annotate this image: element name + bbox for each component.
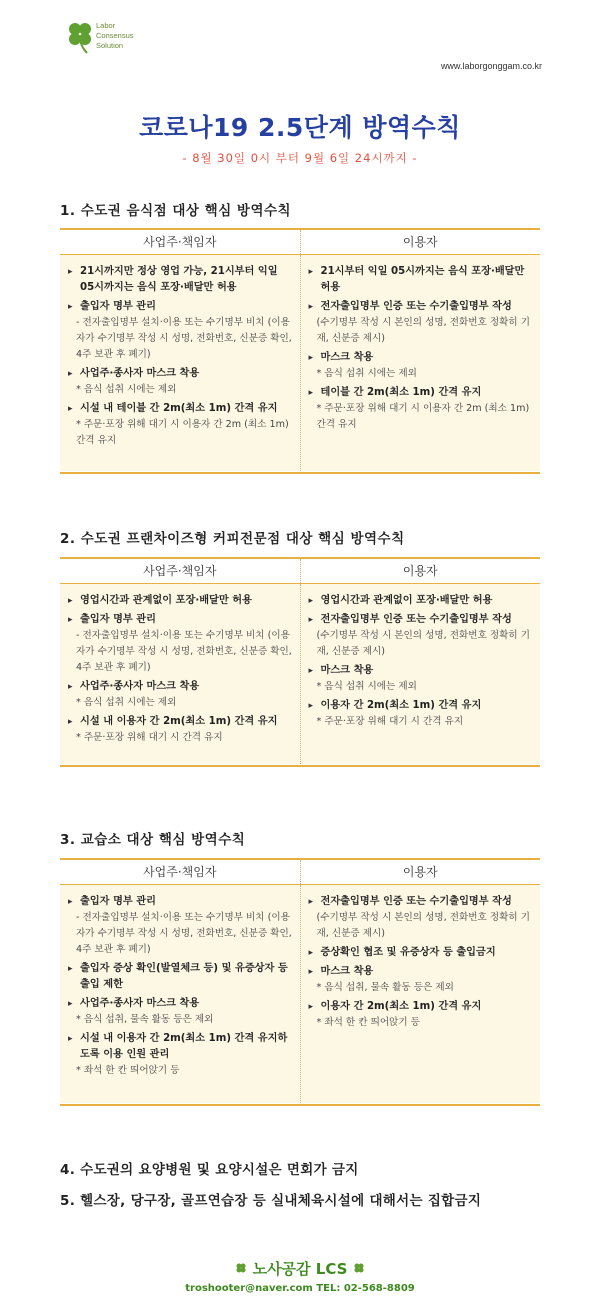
list-item: ▸ 21시까지만 정상 영업 가능, 21시부터 익일 05시까지는 음식 포장·배달만 허용: [68, 264, 294, 296]
list-item: ▸ 출입자 증상 확인(발열체크 등) 및 유증상자 등 출입 제한: [68, 961, 294, 993]
section-1-heading: 1. 수도권 음식점 대상 핵심 방역수칙: [60, 203, 292, 219]
page-title: 코로나19 2.5단계 방역수칙: [139, 113, 461, 142]
logo-line-1: Labor: [96, 21, 116, 30]
owner-column-header: 사업주·책임자: [143, 235, 217, 249]
list-item: ▸ 영업시간과 관계없이 포장·배달만 허용: [68, 593, 294, 609]
list-item: ▸ 마스크 착용: [309, 964, 535, 980]
table-header: [60, 860, 540, 885]
logo-line-3: Solution: [96, 41, 124, 50]
list-item: ▸ 테이블 간 2m(최소 1m) 간격 유지: [309, 385, 535, 401]
footer-brand: [0, 1258, 600, 1279]
list-item: ▸ 21시부터 익일 05시까지는 음식 포장·배달만 허용: [309, 264, 535, 296]
item-note: * 음식 섭취, 물속 활동 등은 제외: [76, 1014, 214, 1025]
user-column: [300, 255, 541, 471]
item-note: (수기명부 작성 시 본인의 성명, 전화번호 정확히 기재, 신분증 제시): [316, 317, 530, 344]
list-item: ▸ 출입자 명부 관리: [68, 299, 294, 315]
item-note: * 주문·포장 위해 대기 시 간격 유지: [76, 732, 223, 743]
clover-icon: [235, 1262, 247, 1274]
list-item: ▸ 사업주·종사자 마스크 착용: [68, 679, 294, 695]
item-note: - 전자출입명부 설치·이용 또는 수기명부 비치 (이용자가 수기명부 작성 시 성명, 전화번호, 신분증 확인, 4주 보관 후 폐기): [76, 912, 292, 955]
list-item: ▸ 이용자 간 2m(최소 1m) 간격 유지: [309, 698, 535, 714]
user-column-header: 이용자: [300, 860, 541, 884]
list-item: ▸ 시설 내 이용자 간 2m(최소 1m) 간격 유지: [68, 714, 294, 730]
list-item: ▸ 증상확인 협조 및 유증상자 등 출입금지: [309, 945, 535, 961]
list-item: ▸ 영업시간과 관계없이 포장·배달만 허용: [309, 593, 535, 609]
item-note: - 전자출입명부 설치·이용 또는 수기명부 비치 (이용자가 수기명부 작성 시 성명, 전화번호, 신분증 확인, 4주 보관 후 폐기): [76, 317, 292, 360]
page-subtitle: - 8월 30일 0시 부터 9월 6일 24시까지 -: [182, 151, 418, 165]
website-url[interactable]: www.laborgonggam.co.kr: [440, 61, 542, 71]
list-item: ▸ 사업주·종사자 마스크 착용: [68, 996, 294, 1012]
section-3-heading: 3. 교습소 대상 핵심 방역수칙: [60, 832, 246, 848]
owner-column: [60, 584, 300, 764]
owner-column: [60, 255, 300, 471]
list-item: ▸ 전자출입명부 인증 또는 수기출입명부 작성: [309, 299, 535, 315]
table-body: [60, 584, 540, 764]
list-item: ▸ 시설 내 테이블 간 2m(최소 1m) 간격 유지: [68, 401, 294, 417]
item-note: * 음식 섭취 시에는 제외: [76, 697, 177, 708]
brand-name: 노사공감 LCS: [252, 1260, 348, 1278]
item-note: * 음식 섭취 시에는 제외: [316, 368, 417, 379]
clover-icon: [353, 1262, 365, 1274]
user-column-header: 이용자: [300, 230, 541, 254]
logo-text: [96, 21, 134, 51]
footer-contact[interactable]: troshooter@naver.com TEL: 02-568-8809: [185, 1283, 415, 1294]
table-body: [60, 885, 540, 1103]
user-column-header: 이용자: [300, 559, 541, 583]
item-note: (수기명부 작성 시 본인의 성명, 전화번호 정확히 기재, 신분증 제시): [316, 912, 530, 939]
list-item: ▸ 이용자 간 2m(최소 1m) 간격 유지: [309, 999, 535, 1015]
list-item: ▸ 사업주·종사자 마스크 착용: [68, 366, 294, 382]
rule-4: 4. 수도권의 요양병원 및 요양시설은 면회가 금지: [60, 1162, 359, 1178]
user-column: [300, 885, 541, 1103]
owner-column-header: 사업주·책임자: [143, 865, 217, 879]
item-note: * 주문·포장 위해 대기 시 간격 유지: [316, 716, 464, 727]
item-note: * 주문·포장 위해 대기 시 이용자 간 2m (최소 1m) 간격 유지: [316, 403, 530, 430]
section-1-table: [60, 228, 540, 474]
list-item: ▸ 출입자 명부 관리: [68, 894, 294, 910]
item-note: * 음식 섭취 시에는 제외: [316, 681, 417, 692]
list-item: ▸ 마스크 착용: [309, 663, 535, 679]
list-item: ▸ 시설 내 이용자 간 2m(최소 1m) 간격 유지하도록 이용 인원 관리: [68, 1031, 294, 1063]
table-header: [60, 559, 540, 584]
item-note: * 주문·포장 위해 대기 시 이용자 간 2m (최소 1m) 간격 유지: [76, 419, 289, 446]
list-item: ▸ 전자출입명부 인증 또는 수기출입명부 작성: [309, 612, 535, 628]
section-2-table: [60, 557, 540, 767]
list-item: ▸ 마스크 착용: [309, 350, 535, 366]
item-note: - 전자출입명부 설치·이용 또는 수기명부 비치 (이용자가 수기명부 작성 시 성명, 전화번호, 신분증 확인, 4주 보관 후 폐기): [76, 630, 292, 673]
item-note: * 좌석 한 칸 띄어앉기 등: [76, 1065, 180, 1076]
section-2-heading: 2. 수도권 프랜차이즈형 커피전문점 대상 핵심 방역수칙: [60, 531, 405, 547]
item-note: * 음식 섭취 시에는 제외: [76, 384, 177, 395]
section-3-table: [60, 858, 540, 1106]
item-note: (수기명부 작성 시 본인의 성명, 전화번호 정확히 기재, 신분증 제시): [316, 630, 530, 657]
table-body: [60, 255, 540, 471]
owner-column-header: 사업주·책임자: [143, 564, 217, 578]
list-item: ▸ 출입자 명부 관리: [68, 612, 294, 628]
owner-column: [60, 885, 300, 1103]
item-note: * 음식 섭취, 물속 활동 등은 제외: [316, 982, 454, 993]
list-item: ▸ 전자출입명부 인증 또는 수기출입명부 작성: [309, 894, 535, 910]
user-column: [300, 584, 541, 764]
footer: [0, 1258, 600, 1294]
logo-line-2: Consensus: [96, 31, 134, 40]
table-header: [60, 230, 540, 255]
rule-5: 5. 헬스장, 당구장, 골프연습장 등 실내체육시설에 대해서는 집합금지: [60, 1193, 482, 1209]
item-note: * 좌석 한 칸 띄어앉기 등: [316, 1017, 420, 1028]
